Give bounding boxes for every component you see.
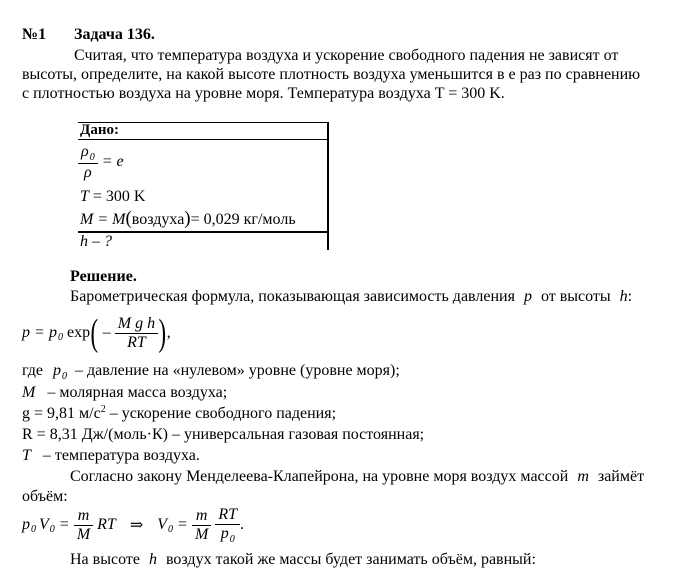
intro-h: h [619,288,628,305]
def-gas-constant: R = 8,31 Дж/(моль·К) – универсальная газовая постоянная; [22,426,425,443]
eq-p-sub: 0 [31,523,36,535]
def-temperature [22,447,200,465]
eq-m2: m [192,507,211,526]
barometric-formula [22,311,171,355]
def-gravity [22,405,336,423]
given-molar-mass: M = M(воздуха)= 0,029 кг/моль [80,208,296,229]
formula-left-paren: ( [90,312,99,354]
where-p: p [53,362,62,379]
clapeyron-line-2: объём: [22,488,68,505]
eq-RT2: RT [215,506,240,525]
eq-V: V [39,516,49,533]
eq-M: M [76,525,91,543]
formula-p0: p [49,324,58,341]
mass-value: = 0,029 кг/моль [190,211,296,228]
problem-line-3: с плотностью воздуха на уровне моря. Температура воздуха T = 300 K. [22,85,505,102]
formula-p: p [22,324,30,341]
formula-denominator: RT [127,333,146,351]
last-text-a: На высоте [70,551,140,568]
eq-V-sub: 0 [49,523,55,535]
ratio-equals-e: = e [101,153,124,171]
rho-subscript: 0 [89,152,95,163]
task-title: Задача 136. [74,26,155,43]
where-p-sub: 0 [62,371,68,382]
last-text-b: воздух такой же массы будет занимать объём, равный: [165,551,536,568]
eq-equals-2: = [178,516,188,533]
rho-denominator: ρ [84,164,92,181]
formula-exp: exp [67,324,91,341]
formula-fraction [115,315,158,352]
clapeyron-line-1 [70,468,644,486]
where-text: – давление на «нулевом» уровне (уровне моря); [75,362,400,379]
def-T-text: – температура воздуха. [42,447,200,464]
clap-m: m [577,468,589,485]
last-h: h [148,551,157,568]
clap-text-a: Согласно закону Менделеева-Клапейрона, на уровне моря воздух массой [70,468,569,485]
eq-p2-sub: 0 [229,533,235,545]
eq-fraction-mM [74,507,93,544]
formula-minus: – [102,324,111,341]
def-g: g = 9,81 м/с [22,405,101,422]
solution-title: Решение. [70,268,137,285]
formula-comma: , [166,324,171,341]
eq-p2: p [220,524,229,542]
eq-dot: . [240,516,245,533]
def-g-text: – ускорение свободного падения; [109,405,337,422]
given-find: h – ? [80,233,112,250]
intro-mid: от высоты [540,288,611,305]
mass-equals: = M [97,211,126,228]
eq-equals: = [59,516,69,533]
last-line [70,551,536,569]
intro-colon: : [627,288,633,305]
formula-right-paren: ) [158,312,167,354]
eq-V2: V [157,516,167,533]
rho-symbol: ρ [81,143,89,160]
temp-variable: T [80,188,89,205]
where-line [22,362,400,380]
where-prefix: где [22,362,44,379]
solution-intro [70,288,632,306]
formula-numerator: M g h [115,315,158,334]
eq-implies: ⇒ [129,517,144,534]
problem-line-1: Считая, что температура воздуха и ускорение свободного падения не зависят от [74,47,619,64]
intro-p: p [523,288,532,305]
problem-line-2: высоты, определите, на какой высоте плотность воздуха уменьшится в e раз по сравнению [22,66,641,83]
given-title-rule [78,139,329,140]
eq-V2-sub: 0 [168,523,173,535]
def-T-var: T [22,447,31,464]
def-molar-mass [22,384,227,402]
intro-text: Барометрическая формула, показывающая зависимость давления [70,288,515,305]
formula-equals: = [35,324,45,341]
eq-p: p [22,516,30,533]
def-g-sup: 2 [100,404,106,415]
clapeyron-equation [22,503,244,547]
given-bottom-rule [78,231,329,233]
def-M-var: M [22,384,36,401]
mass-variable: M [80,211,94,228]
ratio-fraction [78,143,98,182]
clap-text-b: займёт [597,468,645,485]
eq-RT: RT [97,516,116,533]
given-ratio [78,143,124,182]
given-title: Дано: [80,122,119,138]
mass-air-label: воздуха [131,211,185,228]
given-temperature [80,188,145,206]
temp-value: = 300 K [92,188,146,205]
problem-number: №1 [22,26,47,43]
def-M-text: – молярная масса воздуха; [47,384,228,401]
eq-fraction-RTp [215,506,240,545]
formula-p0-sub: 0 [58,331,64,343]
eq-M2: M [195,525,209,543]
eq-fraction-mM-2 [192,507,211,544]
eq-m: m [74,507,93,526]
